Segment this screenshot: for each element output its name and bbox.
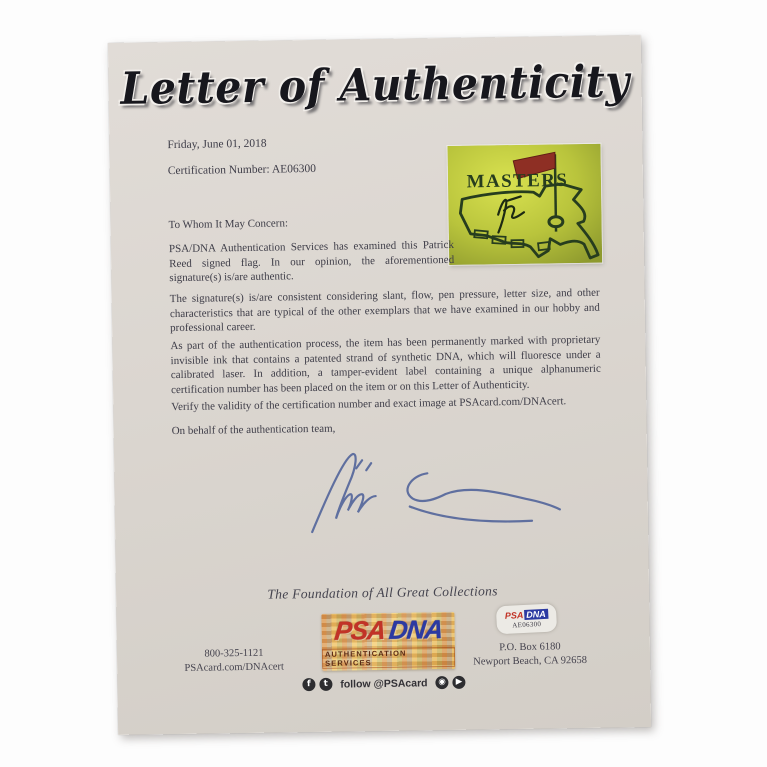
masters-wordmark: MASTERS: [466, 169, 569, 193]
dna-logo-text: DNA: [387, 614, 444, 645]
mini-dna-logo: DNA: [526, 608, 546, 620]
mini-psa-logo: PSA: [504, 609, 524, 621]
phone-number: 800-325-1121: [204, 647, 264, 660]
city-state-zip-line: Newport Beach, CA 92658: [473, 654, 588, 668]
paragraph-opinion: PSA/DNA Authentication Services has examined this Patrick Reed signed flag. In our opinion, the aforementioned signature(s) is/are authentic.: [168, 238, 455, 285]
mini-logo-row: [505, 608, 548, 620]
address-block: [447, 640, 613, 669]
facebook-icon: f: [302, 678, 315, 691]
salutation: To Whom It May Concern:: [168, 217, 289, 232]
po-box-line: P.O. Box 6180: [499, 641, 561, 654]
social-row: [117, 673, 650, 694]
authenticator-signature: [299, 438, 575, 537]
masters-flag-photo: [447, 144, 602, 265]
paragraph-consistency: The signature(s) is/are consistent considering slant, flow, pen pressure, letter size, and other characteristics that are typical of the other exemplars that we have examined in our hobby and professional career.: [169, 286, 600, 335]
twitter-icon: t: [319, 678, 332, 691]
contact-block: [153, 646, 315, 675]
instagram-icon: ◉: [435, 676, 448, 689]
sticker-cert-number: AE06300: [512, 619, 542, 630]
hologram-wordmark: [333, 614, 444, 647]
letter-date: Friday, June 01, 2018: [167, 137, 267, 152]
letter-meta: [167, 130, 316, 184]
letter-title: Letter of Authenticity: [120, 55, 630, 115]
tamper-evident-label: [496, 603, 557, 634]
paragraph-dna-marking: As part of the authentication process, the item has been permanently marked with proprietary invisible ink that contains a patented strand of synthetic DNA, which will fluoresce under a calibrated laser. In addition, a tamper-evident label containing a unique alphanumeric certification number has been placed on the item or on this Letter of Authenticity.: [170, 333, 601, 396]
social-follow-text: follow @PSAcard: [340, 676, 428, 691]
psa-logo-text: PSA: [332, 614, 387, 646]
closing-line: On behalf of the authentication team,: [171, 422, 336, 438]
psa-dna-hologram-sticker: [321, 612, 455, 671]
letter-sheet: [108, 35, 651, 735]
certification-number-line: Certification Number: AE06300: [167, 162, 317, 178]
authentication-services-label: AUTHENTICATION SERVICES: [322, 647, 455, 669]
paragraph-verify: Verify the validity of the certification number and exact image at PSAcard.com/DNAcert.: [171, 395, 567, 414]
youtube-icon: ▶: [452, 676, 465, 689]
website-url: PSAcard.com/DNAcert: [184, 660, 284, 674]
foundation-tagline: The Foundation of All Great Collections: [267, 583, 498, 602]
